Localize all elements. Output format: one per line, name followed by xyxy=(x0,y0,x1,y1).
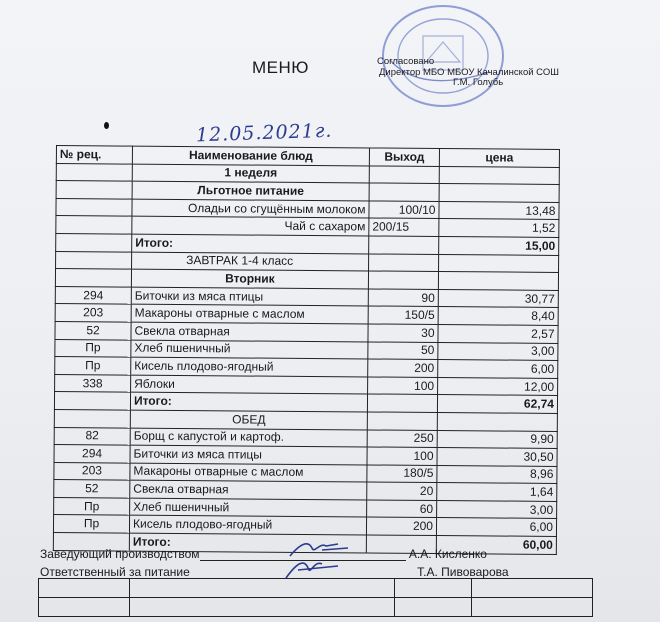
header-price: цена xyxy=(439,149,559,168)
recipe-number: 203 xyxy=(55,304,131,322)
dish-price: 8,40 xyxy=(438,307,558,326)
blank-table xyxy=(38,578,593,617)
table-row xyxy=(39,598,593,617)
dish-output: 200 xyxy=(366,517,436,535)
recipe-number: 294 xyxy=(54,445,130,463)
recipe-number: Пр xyxy=(55,357,131,375)
lunch-total: 60,00 xyxy=(436,536,556,555)
breakfast-title: ЗАВТРАК 1-4 класс xyxy=(132,252,369,271)
lunch-title: ОБЕД xyxy=(130,410,367,429)
dish-output: 60 xyxy=(367,500,437,518)
total-label: Итого: xyxy=(129,533,366,552)
head-name: А.А. Кисленко xyxy=(408,547,487,561)
dish-name: Яблоки xyxy=(131,375,368,394)
header-recipe-number: № рец. xyxy=(56,146,132,164)
dish-price: 30,77 xyxy=(438,289,558,308)
dish-name: Биточки из мяса птицы xyxy=(130,445,367,464)
table-row xyxy=(39,579,593,598)
dish-name: Биточки из мяса птицы xyxy=(131,287,368,306)
total-label: Итого: xyxy=(130,392,367,411)
approval-label: Согласовано xyxy=(377,56,435,67)
dish-output: 100/10 xyxy=(369,201,439,219)
dish-output: 200 xyxy=(368,359,438,377)
dish-name: Кисель плодово-ягодный xyxy=(131,357,368,376)
dish-output: 180/5 xyxy=(367,465,437,483)
dish-name: Макароны отварные с маслом xyxy=(131,304,368,323)
dish-price: 12,00 xyxy=(438,377,558,396)
approval-director: Директор МБО МБОУ Качалинской СОШ xyxy=(379,66,559,78)
recipe-number: Пр xyxy=(54,497,130,515)
dish-price: 9,90 xyxy=(437,430,557,449)
recipe-number: 82 xyxy=(54,427,130,445)
dish-output: 90 xyxy=(368,289,438,307)
dish-name: Свекла отварная xyxy=(130,480,367,499)
dish-output: 250 xyxy=(367,429,437,447)
section-preferential: Льготное питание xyxy=(132,181,369,200)
recipe-number: 338 xyxy=(55,374,131,392)
dish-price: 3,00 xyxy=(438,342,558,361)
recipe-number: 52 xyxy=(55,321,131,339)
header-dish-name: Наименование блюд xyxy=(132,146,369,165)
page-title: МЕНЮ xyxy=(252,58,309,77)
menu-table xyxy=(53,145,560,555)
dish-output: 100 xyxy=(367,447,437,465)
week-label: 1 неделя xyxy=(132,164,369,183)
handwritten-date: 12.05.2021г. xyxy=(195,119,333,147)
recipe-number: Пр xyxy=(55,339,131,357)
dish-name: Оладьи со сгущённым молоком xyxy=(132,199,369,218)
dish-name: Макароны отварные с маслом xyxy=(130,463,367,482)
dish-name: Кисель плодово-ягодный xyxy=(129,516,366,535)
dish-price: 2,57 xyxy=(438,324,558,343)
dish-price: 30,50 xyxy=(437,448,557,467)
dish-name: Хлеб пшеничный xyxy=(130,498,367,517)
breakfast-total: 62,74 xyxy=(437,395,557,414)
head-label: Заведующий производством xyxy=(40,547,200,561)
dish-output: 30 xyxy=(368,324,438,342)
day-label: Вторник xyxy=(131,269,368,288)
recipe-number: 203 xyxy=(54,462,130,480)
header-output: Выход xyxy=(369,148,439,166)
dish-output: 100 xyxy=(368,377,438,395)
dish-output: 150/5 xyxy=(368,306,438,324)
recipe-number: 52 xyxy=(54,480,130,498)
responsible-name: Т.А. Пивоварова xyxy=(417,565,509,579)
approval-block xyxy=(377,57,559,89)
dish-price: 3,00 xyxy=(437,500,557,519)
dish-price: 8,96 xyxy=(437,465,557,484)
dish-name: Борщ с капустой и картоф. xyxy=(130,428,367,447)
total-label: Итого: xyxy=(132,234,369,253)
dish-name: Чай с сахаром xyxy=(132,216,369,235)
dish-price: 1,52 xyxy=(439,219,559,238)
dish-price: 6,00 xyxy=(436,518,556,537)
dish-name: Хлеб пшеничный xyxy=(131,340,368,359)
dish-price: 13,48 xyxy=(439,201,559,220)
dish-price: 6,00 xyxy=(438,360,558,379)
dish-output: 20 xyxy=(367,482,437,500)
signature-line-responsible xyxy=(40,565,509,579)
preferential-total: 15,00 xyxy=(439,236,559,255)
dish-output: 50 xyxy=(368,341,438,359)
recipe-number: 294 xyxy=(55,286,131,304)
dish-name: Свекла отварная xyxy=(131,322,368,341)
dish-output: 200/15 xyxy=(369,218,439,236)
approval-name: Г.М. Голубь xyxy=(453,77,504,88)
signature-line-head xyxy=(40,547,487,561)
dish-price: 1,64 xyxy=(437,483,557,502)
responsible-label: Ответственный за питание xyxy=(40,565,190,579)
recipe-number: Пр xyxy=(53,515,129,533)
ink-dot xyxy=(104,122,109,129)
